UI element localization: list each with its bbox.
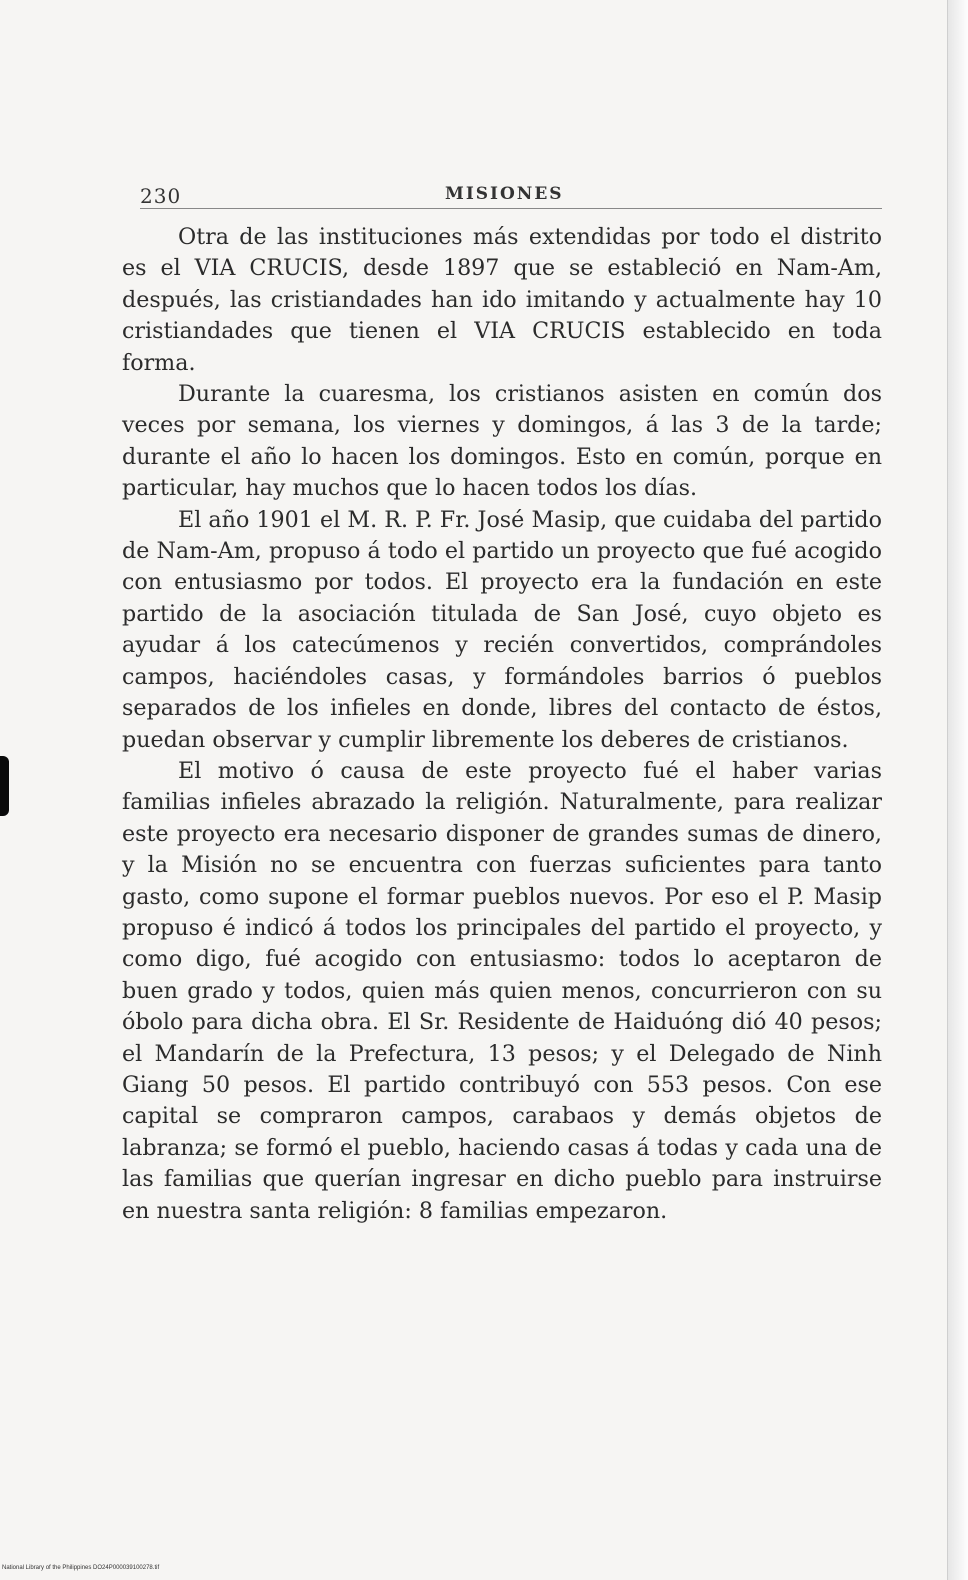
page-header bbox=[140, 180, 882, 212]
paragraph-motivo-proyecto: El motivo ó causa de este proyecto fué el haber varias familias infieles abrazado la religión. Naturalmente, para realizar este proyecto era necesario disponer de grandes sumas de dinero, y la Misión no se encuentra con fuerzas suficientes para tanto gasto, como supone el formar pueblos nuevos. Por eso el P. Masip propuso é indicó á todos los principales del partido el proyecto, y como digo, fué acogido con entusiasmo: todos lo aceptaron de buen grado y todos, quien más quien menos, concurrieron con su óbolo para dicha obra. El Sr. Residente de Haiduóng dió 40 pesos; el Mandarín de la Prefectura, 13 pesos; y el Delegado de Ninh Giang 50 pesos. El partido contribuyó con 553 pesos. Con ese capital se compraron campos, carabaos y demás objetos de labranza; se formó el pueblo, haciendo casas á todas y cada una de las familias que querían ingresar en dicho pueblo para instruirse en nuestra santa religión: 8 familias empezaron. bbox=[122, 757, 882, 1224]
page-number: 230 bbox=[140, 184, 182, 208]
footer-source-note: National Library of the Philippines DO24P000039100278.tif bbox=[2, 1565, 160, 1571]
paragraph-cuaresma: Durante la cuaresma, los cristianos asisten en común dos veces por semana, los viernes y domingos, á las 3 de la tarde; durante el año lo hacen los domingos. Esto en común, porque en particular, hay muchos que lo hacen todos los días. bbox=[122, 381, 882, 502]
paragraph-asociacion-san-jose: El año 1901 el M. R. P. Fr. José Masip, que cuidaba del partido de Nam-Am, propuso á todo el partido un proyecto que fué acogido con entusiasmo por todos. El proyecto era la fundación en este partido de la asociación titulada de San José, cuyo objeto es ayudar á los catecúmenos y recién convertidos, comprándoles campos, haciéndoles casas, y formándoles barrios ó pueblos separados de los infieles en donde, libres del contacto de éstos, puedan observar y cumplir libremente los deberes de cristianos. bbox=[122, 506, 882, 753]
binding-mark bbox=[0, 756, 9, 816]
body-text bbox=[122, 222, 882, 1227]
paragraph-via-crucis: Otra de las instituciones más extendidas por todo el distrito es el VIA CRUCIS, desde 1897 que se estableció en Nam-Am, después, las cristiandades han ido imitando y actualmente hay 10 cristiandades que tienen el VIA CRUCIS establecido en toda forma. bbox=[122, 224, 882, 376]
header-rule bbox=[140, 208, 882, 209]
running-title: MISIONES bbox=[445, 184, 564, 204]
page-edge-shadow bbox=[947, 0, 968, 1580]
